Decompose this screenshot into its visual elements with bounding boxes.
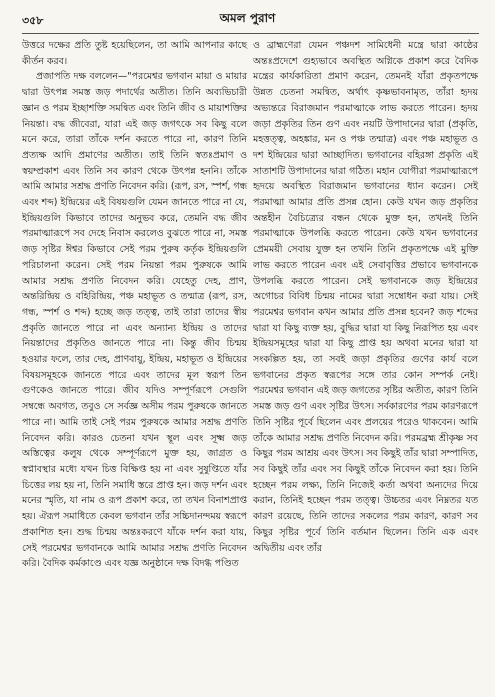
paragraph: ও ব্রাহ্মণেরা যেমন পঞ্চদশ সামিধেনী মন্ত্রে দ্বারা কাষ্ঠের অন্তঃপ্রদেশে গুহ্যভাবে অবস্থিত অগ্নিকে প্রকাশ করে বৈদিক মন্ত্রের কার্যকারিতা প্রমাণ করেন, তেমনই যাঁরা প্রকৃতপক্ষে উন্নত চেতনা সমন্বিত, অর্থাৎ কৃষ্ণভাবনামৃত, তাঁরা হৃদয় অভ্যন্তরে বিরাজমান পরমাত্মাকে লাভ করতে পারেন। হৃদয় জড়া প্রকৃতির তিন গুণ এবং নয়টি উপাদানের দ্বারা (প্রকৃতি, মহত্তত্ত্ব, অহঙ্কার, মন ও পঞ্চ তন্মাত্র) এবং পঞ্চ মহাভূত ও দশ ইন্দ্রিয়ের দ্বারা আচ্ছাদিত। ভগবানের বহিরঙ্গা প্রকৃতি এই সাতাশটি উপাদানের দ্বারা গঠিত। মহান যোগীরা পরমাত্মারূপে হৃদয়ে অবস্থিত বিরাজমান ভগবানের ধ্যান করেন। সেই পরমাত্মা আমার প্রতি প্রসন্ন হোন। কেউ যখন জড় প্রকৃতির অন্তহীন বৈচিত্র্যের বন্ধন থেকে মুক্ত হন, তখনই তিনি পরমাত্মাকে উপলব্ধি করতে পারেন। কেউ যখন ভগবানের প্রেমময়ী সেবায় যুক্ত হন তখনি তিনি প্রকৃতপক্ষে এই মুক্তি লাভ করতে পারেন এবং এই সেবাবৃত্তির প্রভাবে ভগবানকে উপলব্ধি করতে পারেন। সেই ভগবানকে জড় ইন্দ্রিয়ের অগোচর বিবিধ চিন্ময় নামের দ্বারা সম্বোধন করা যায়। সেই পরমেশ্বর ভগবান কখন আমার প্রতি প্রসন্ন হবেন? জড় শব্দের দ্বারা যা কিছু ব্যক্ত হয়, বুদ্ধির দ্বারা যা কিছু নিরূপিত হয় এবং ইন্দ্রিয়সমূহের দ্বারা যা কিছু প্রাপ্ত হয় অথবা মনের দ্বারা যা সংকল্পিত হয়, তা সবই জড়া প্রকৃতির গুণের কার্য বলে ভগবানের প্রকৃত স্বরূপের সঙ্গে তার কোন সম্পর্ক নেই। পরমেশ্বর ভগবান এই জড় জগতের সৃষ্টির অতীত, কারণ তিনি সমস্ত জড় গুণ এবং সৃষ্টির উৎস। সর্বকারণের পরম কারণরূপে তিনি সৃষ্টির পূর্বে ছিলেন এবং প্রলয়ের পরেও থাকবেন। আমি তাঁকে আমার সশ্রদ্ধ প্রণতি নিবেদন করি। পরমব্রহ্ম শ্রীকৃষ্ণ সব কিছুর পরম আশ্রয় এবং উৎস। সব কিছুই তাঁর দ্বারা সম্পাদিত, সব কিছুই তাঁর এবং সব কিছুই তাঁকে নিবেদন করা হয়। তিনি হচ্ছেন পরম লক্ষ্য, তিনি নিজেই কর্তা অথবা অন্যদের দিয়ে করান, তিনিই হচ্ছেন পরম তত্ত্ব। উচ্চতর এবং নিম্নতর যত কারণ রয়েছে, তিনি তাদের সকলের পরম কারণ, কারণ সব কিছুর সৃষ্টির পূর্বে তিনি বর্তমান ছিলেন। তিনি এক এবং অদ্বিতীয় এবং তাঁর xyxy=(253,40,478,554)
paragraph: প্রজাপতি দক্ষ বললেন—"পরমেশ্বর ভগবান মায়া ও মায়ার দ্বারা উৎপন্ন সমস্ত জড় পদার্থের অতীত। তিনি অব্যভিচারী জ্ঞান ও পরম ইচ্ছাশক্তি সমন্বিত এবং তিনি জীব ও মায়াশক্তির নিয়ন্তা। বদ্ধ জীবেরা, যারা এই জড় জগৎকে সব কিছু বলে মনে করে, তারা তাঁকে দর্শন করতে পারে না, কারণ তিনি প্রত্যক্ষ আদি প্রমাণের অতীত। তাই তিনি স্বতঃপ্রমাণ ও স্বয়ম্প্রকাশ এবং তিনি সব কারণ থেকে উৎপন্ন হননি। তাঁকে আমি আমার সশ্রদ্ধ প্রণতি নিবেদন করি। (রূপ, রস, স্পর্শ, গন্ধ এবং শব্দ) ইন্দ্রিয়ের এই বিষয়গুলি যেমন জানতে পারে না যে, ইন্দ্রিয়গুলি কিভাবে তাদের অনুভব করে, তেমনি বদ্ধ জীব পরমাত্মারূপে সব দেহে নিবাস করলেও বুঝতে পারে না, সমস্ত জড় সৃষ্টির ঈশ্বর কিভাবে সেই পরম পুরুষ কর্তৃক ইন্দ্রিয়গুলি পরিচালনা করেন। সেই পরম নিয়ন্তা পরম পুরুষকে আমি আমার সশ্রদ্ধ প্রণতি নিবেদন করি। যেহেতু দেহ, প্রাণ, অন্তরিন্দ্রিয় ও বহিরিন্দ্রিয়, পঞ্চ মহাভূত ও তন্মাত্র (রূপ, রস, গন্ধ, স্পর্শ ও শব্দ) হচ্ছে জড় তত্ত্ব, তাই তারা তাদের স্বীয় প্রকৃতি জানতে পারে না এবং অন্যান্য ইন্দ্রিয় ও তাদের নিয়ন্তাদের প্রকৃতিও জানতে পারে না। কিন্তু জীব চিন্ময় হওয়ার ফলে, তার দেহ, প্রাণবায়ু, ইন্দ্রিয়, মহাভূত ও ইন্দ্রিয়ের বিষয়সমূহকে জানতে পারে এবং তাদের মূল স্বরূপ তিন গুণকেও জানতে পারে। জীব যদিও সম্পূর্ণরূপে সেগুলি সম্বন্ধে অবগত, তবুও সে সর্বজ্ঞ অসীম পরম পুরুষকে জানতে পারে না। আমি তাই সেই পরম পুরুষকে আমার সশ্রদ্ধ প্রণতি নিবেদন করি। কারও চেতনা যখন স্থূল এবং সূক্ষ্ম জড় অস্তিত্বের কলুষ থেকে সম্পূর্ণরূপে মুক্ত হয়, জাগ্রত ও স্বপ্নাবস্থার মধ্যে যখন চিত্ত বিক্ষিপ্ত হয় না এবং সুষুপ্তিতে যাঁর চিত্তের লয় হয় না, তিনি সমাধি স্তরে প্রাপ্ত হন। জড় দর্শন এবং মনের স্মৃতি, যা নাম ও রূপ প্রকাশ করে, তা তখন বিনাশপ্রাপ্ত হয়। ঐরূপ সমাধিতে কেবল ভগবান তাঁর সচ্চিদানন্দময় স্বরূপে প্রকাশিত হন। শুদ্ধ চিন্ময় অন্তঃকরণে যাঁকে দর্শন করা যায়, সেই পরমেশ্বর ভগবানকে আমি আমার সশ্রদ্ধ প্রণতি নিবেদন করি। বৈদিক কর্মকাণ্ডে এবং যজ্ঞ অনুষ্ঠানে দক্ষ বিদগ্ধ পণ্ডিত xyxy=(22,71,247,570)
page-number: ৩৫৮ xyxy=(22,14,44,27)
paragraph: উত্তরে দক্ষের প্রতি তুষ্ট হয়েছিলেন, তা আমি আপনার কাছে কীর্তন করব। xyxy=(22,40,247,67)
right-column xyxy=(253,38,478,556)
header-rule xyxy=(22,33,479,34)
left-column xyxy=(22,38,247,572)
running-head: অমল পুরাণ xyxy=(219,11,276,25)
